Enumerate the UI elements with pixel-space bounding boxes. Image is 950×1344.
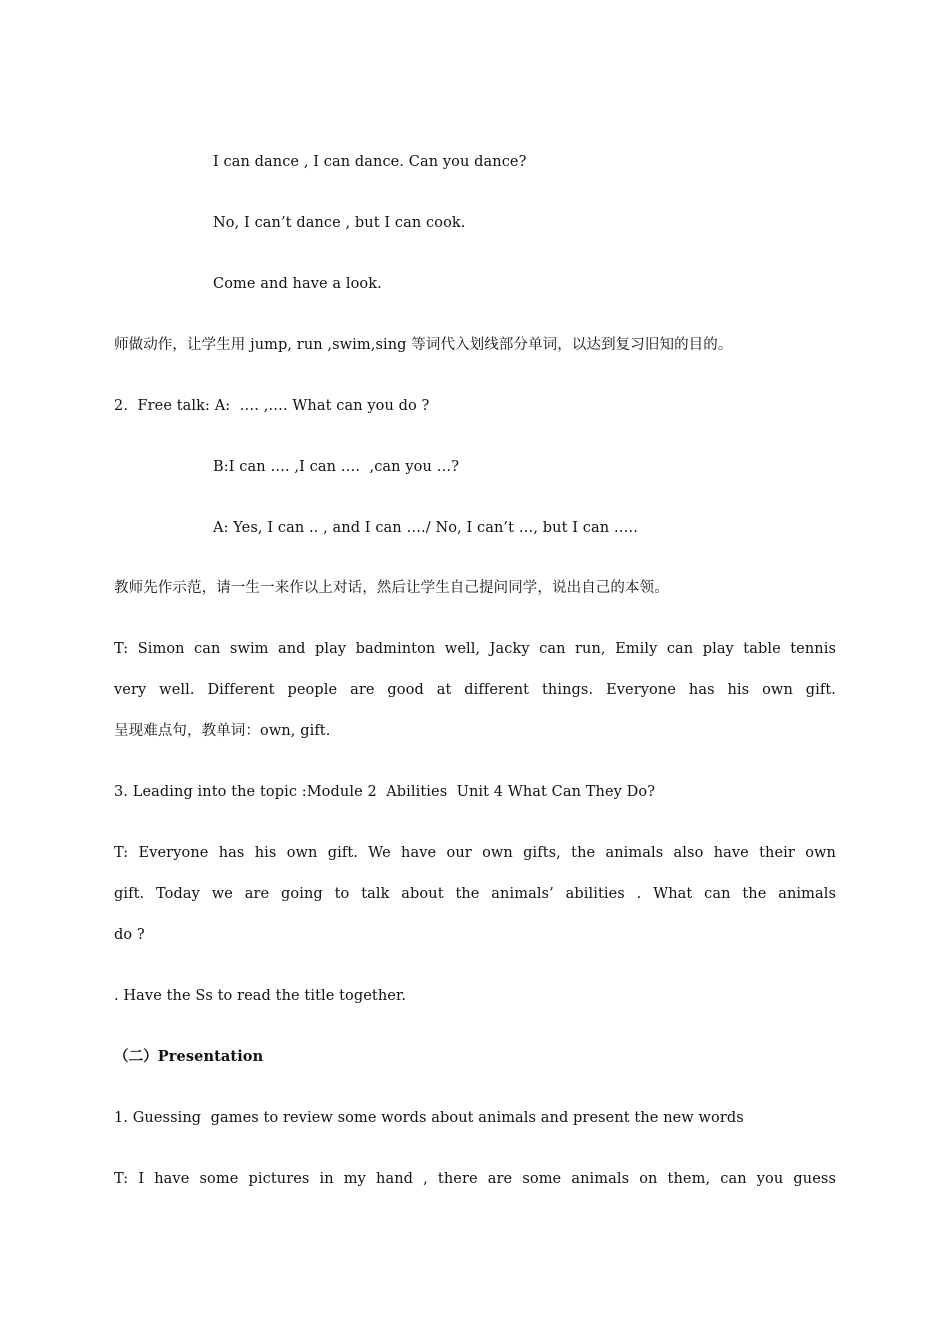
- dialogue-line-b: B:I can …. ,I can …. ,can you …?: [213, 459, 460, 475]
- paragraph-line-5: gift. Today we are going to talk about the animals’ abilities . What can the animals: [114, 886, 836, 902]
- paragraph-line-2: very well. Different people are good at different things. Everyone has his own gift.: [114, 682, 836, 698]
- chant-line-1: I can dance , I can dance. Can you dance?: [213, 154, 527, 170]
- section-heading-presentation: （二）Presentation: [114, 1048, 264, 1065]
- teacher-instruction-1: 师做动作，让学生用 jump, run ,swim,sing 等词代入划线部分单词，以达到复习旧知的目的。: [114, 337, 733, 353]
- chant-line-2: No, I can’t dance , but I can cook.: [213, 215, 466, 231]
- free-talk-heading: 2. Free talk: A: …. ,…. What can you do ?: [114, 398, 430, 414]
- dialogue-line-a: A: Yes, I can .. , and I can …./ No, I can’t …, but I can …..: [213, 520, 638, 536]
- teacher-instruction-2: 教师先作示范，请一生一来作以上对话，然后让学生自己提问同学，说出自己的本领。: [114, 580, 669, 596]
- paragraph-line-3: 呈现难点句，教单词：own, gift.: [114, 723, 331, 739]
- paragraph-line-7: T: I have some pictures in my hand , there are some animals on them, can you guess: [114, 1171, 836, 1187]
- leading-topic-heading: 3. Leading into the topic :Module 2 Abilities Unit 4 What Can They Do?: [114, 784, 656, 800]
- paragraph-line-6: do ?: [114, 927, 145, 943]
- paragraph-line-1: T: Simon can swim and play badminton well, Jacky can run, Emily can play table tennis: [114, 641, 836, 657]
- read-title-instruction: . Have the Ss to read the title together.: [114, 988, 407, 1004]
- chant-line-3: Come and have a look.: [213, 276, 382, 292]
- guessing-games-heading: 1. Guessing games to review some words about animals and present the new words: [114, 1110, 744, 1126]
- paragraph-line-4: T: Everyone has his own gift. We have our own gifts, the animals also have their own: [114, 845, 836, 861]
